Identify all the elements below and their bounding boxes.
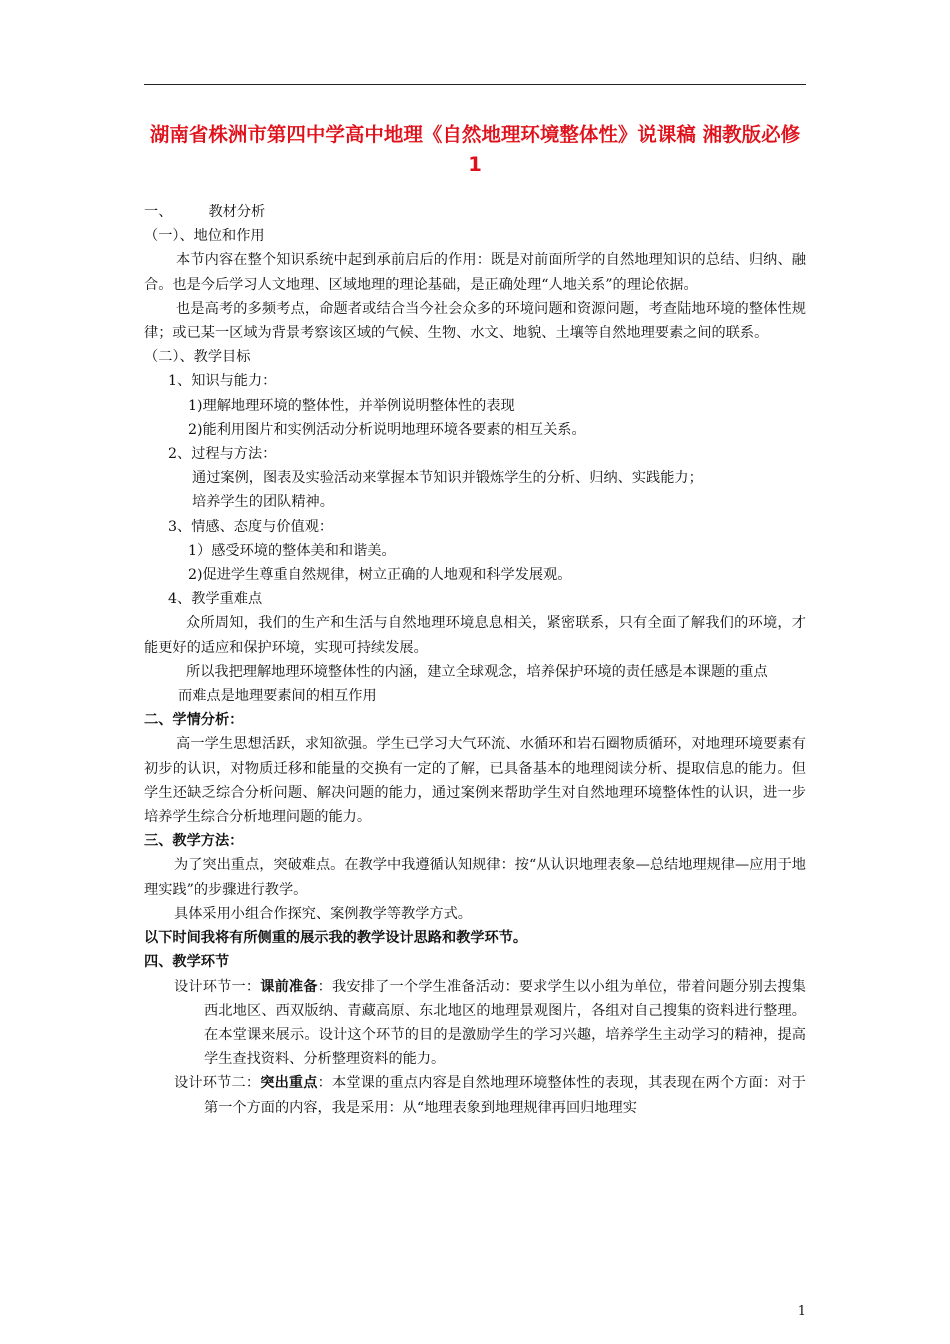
step-title: 突出重点 — [260, 1075, 318, 1092]
goal-heading: 3、情感、态度与价值观： — [168, 518, 334, 535]
goal-item: 1）感受环境的整体美和和谐美。 — [188, 542, 396, 559]
page-number: 1 — [797, 1304, 806, 1319]
goal-heading: 1、知识与能力： — [168, 373, 277, 390]
paragraph: 所以我把理解地理环境整体性的内涵，建立全球观念，培养保护环境的责任感是本课题的重点 — [186, 663, 768, 680]
goal-item: 2)能利用图片和实例活动分析说明地理环境各要素的相互关系。 — [188, 421, 586, 438]
step-label: 设计环节一： — [174, 978, 261, 995]
section-heading: 一、 教材分析 — [144, 204, 266, 220]
teaching-step — [144, 975, 806, 1072]
goal-item: 培养学生的团队精神。 — [192, 494, 334, 511]
bold-statement: 以下时间我将有所侧重的展示我的教学设计思路和教学环节。 — [144, 930, 528, 947]
teaching-step — [144, 1071, 806, 1119]
goal-item: 1)理解地理环境的整体性，并举例说明整体性的表现 — [188, 397, 515, 414]
paragraph: 本节内容在整个知识系统中起到承前启后的作用：既是对前面所学的自然地理知识的总结、归纳、融合。也是今后学习人文地理、区域地理的理论基础，是正确处理“人地关系”的理论依据。 — [144, 252, 806, 293]
step-text: ：本堂课的重点内容是自然地理环境整体性的表现，其表现在两个方面：对于第一个方面的内容，我是采用：从“地理表象到地理规律再回归地理实 — [204, 1075, 806, 1116]
goal-heading: 2、过程与方法： — [168, 446, 277, 463]
header-rule — [144, 84, 806, 85]
paragraph: 众所周知，我们的生产和生活与自然地理环境息息相关，紧密联系，只有全面了解我们的环境，才能更好的适应和保护环境，实现可持续发展。 — [144, 615, 806, 656]
goal-item: 通过案例，图表及实验活动来掌握本节知识并锻炼学生的分析、归纳、实践能力； — [192, 470, 703, 487]
paragraph: 而难点是地理要素间的相互作用 — [178, 688, 377, 705]
paragraph: 高一学生思想活跃，求知欲强。学生已学习大气环流、水循环和岩石圈物质循环，对地理环境要素有初步的认识，对物质迁移和能量的交换有一定的了解，已具备基本的地理阅读分析、提取信息的能力。但学生还缺乏综合分析问题、解决问题的能力，通过案例来帮助学生对自然地理环境整体性的认识，进一步培养学生综合分析地理问题的能力。 — [144, 736, 806, 826]
paragraph: 具体采用小组合作探究、案例教学等教学方式。 — [174, 905, 472, 922]
paragraph: 为了突出重点，突破难点。在教学中我遵循认知规律：按“从认识地理表象—总结地理规律—应用于地理实践”的步骤进行教学。 — [144, 857, 806, 898]
document-title: 湖南省株洲市第四中学高中地理《自然地理环境整体性》说课稿 湘教版必修1 — [149, 123, 801, 176]
goal-item: 2)促进学生尊重自然规律，树立正确的人地观和科学发展观。 — [188, 567, 572, 584]
goal-heading: 4、教学重难点 — [168, 591, 263, 608]
section-heading: 二、学情分析： — [144, 712, 244, 729]
step-label: 设计环节二： — [174, 1075, 261, 1092]
step-title: 课前准备 — [260, 978, 318, 995]
document-body — [144, 200, 806, 1120]
subsection-heading: （一）、地位和作用 — [144, 228, 265, 245]
paragraph: 也是高考的多频考点，命题者或结合当今社会众多的环境问题和资源问题，考查陆地环境的整体性规律；或已某一区域为背景考察该区域的气候、生物、水文、地貌、土壤等自然地理要素之间的联系。 — [144, 300, 806, 342]
step-text: ：我安排了一个学生准备活动：要求学生以小组为单位，带着问题分别去搜集西北地区、西双版纳、青藏高原、东北地区的地理景观图片，各组对自己搜集的资料进行整理。在本堂课来展示。设计这个环节的目的是激励学生的学习兴趣，培养学生主动学习的精神，提高学生查找资料、分析整理资料的能力。 — [204, 978, 806, 1068]
section-heading: 三、教学方法： — [144, 833, 244, 850]
subsection-heading: （二）、教学目标 — [144, 349, 251, 366]
section-heading: 四、教学环节 — [144, 954, 230, 971]
